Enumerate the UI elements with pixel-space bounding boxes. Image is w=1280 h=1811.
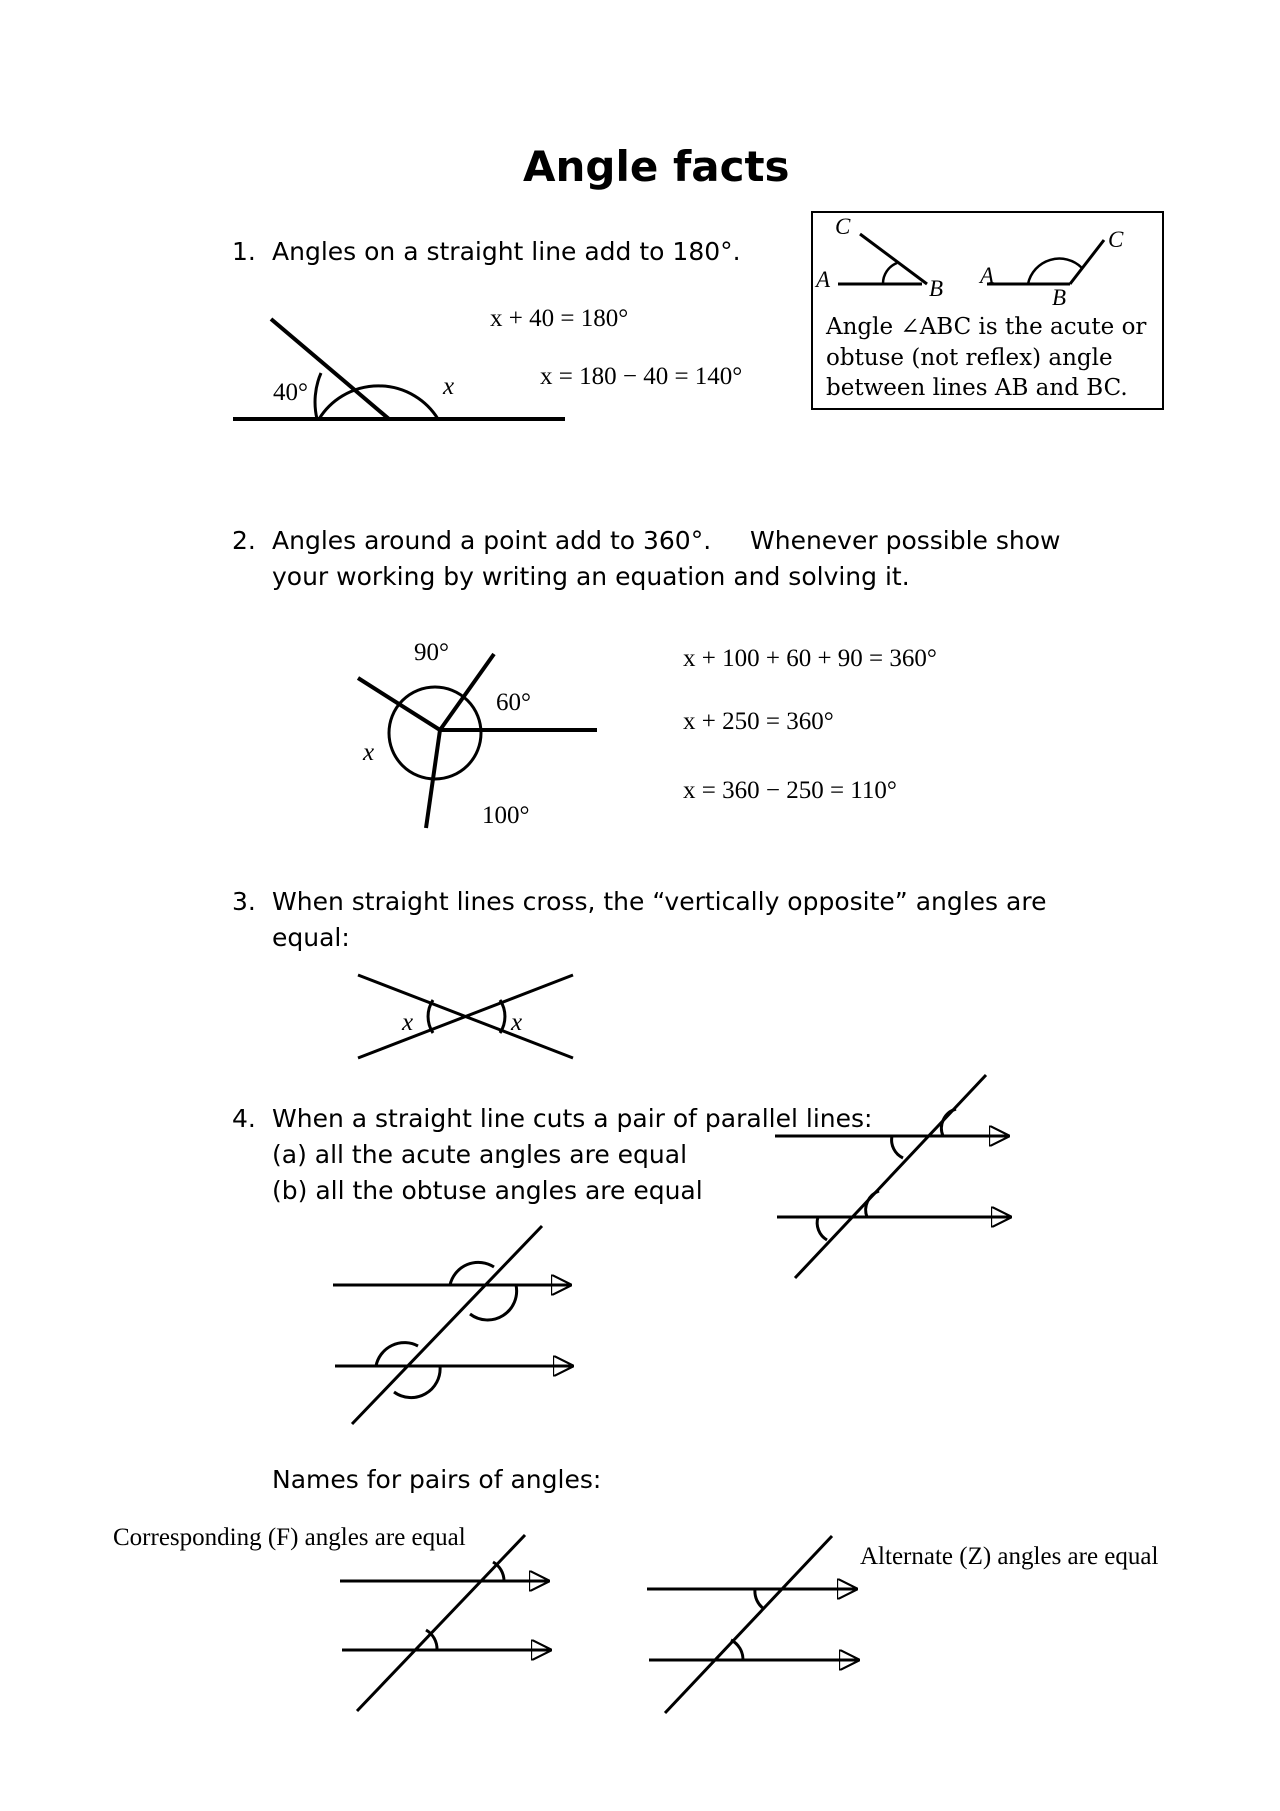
def-right-point-c: C: [1108, 227, 1124, 252]
fact-1-text: Angles on a straight line add to 180°.: [272, 237, 741, 266]
def-left-arc: [883, 263, 897, 284]
fact-3-right-x: x: [511, 1009, 523, 1036]
fact-4-text: When a straight line cuts a pair of parallel lines:: [272, 1104, 873, 1133]
fact-4-number: 4.: [232, 1104, 256, 1133]
def-right-point-a: A: [980, 263, 995, 288]
fact-2-equation-3: x = 360 − 250 = 110°: [683, 777, 897, 804]
def-left-point-c: C: [835, 214, 851, 239]
def-left-point-a: A: [816, 267, 831, 292]
def-left-point-b: B: [929, 276, 944, 301]
fact-4-obtuse-transversal: [352, 1226, 542, 1424]
fact-2-equation-2: x + 250 = 360°: [683, 708, 834, 735]
alternate-diagram: [647, 1536, 858, 1713]
fact-3-arc-right: [500, 1000, 505, 1033]
fact-4-acute-diagram: [775, 1075, 1010, 1278]
corresponding-label: Corresponding (F) angles are equal: [113, 1524, 466, 1551]
fact-2-text-line-2: your working by writing an equation and solving it.: [272, 562, 910, 591]
fact-4-obtuse-arc-2: [470, 1285, 517, 1320]
alternate-arc-1: [755, 1589, 764, 1609]
corresponding-diagram: [340, 1535, 550, 1711]
fact-4-text-a: (a) all the acute angles are equal: [272, 1140, 688, 1169]
fact-1-known-angle: 40°: [273, 379, 308, 406]
fact-2-unknown-label: x: [363, 739, 375, 766]
fact-4-acute-arc-2: [892, 1136, 903, 1158]
def-right-point-b: B: [1052, 285, 1067, 310]
fact-3-left-x: x: [402, 1009, 414, 1036]
fact-2-equation-1: x + 100 + 60 + 90 = 360°: [683, 645, 937, 672]
fact-4-acute-arc-3: [866, 1191, 879, 1217]
alternate-transversal: [665, 1536, 832, 1713]
corresponding-arc-1: [493, 1562, 504, 1581]
fact-3-number: 3.: [232, 887, 256, 916]
fact-1-diagram: [233, 319, 565, 419]
def-text-line-1: Angle ∠ABC is the acute or: [826, 314, 1147, 340]
fact-2-angle-100: 100°: [482, 802, 530, 829]
fact-4-text-b: (b) all the obtuse angles are equal: [272, 1176, 703, 1205]
def-left-line-bc: [860, 234, 927, 284]
fact-3-text-line-2: equal:: [272, 923, 350, 952]
fact-1-unknown-label: x: [443, 373, 455, 400]
fact-4-acute-arc-4: [817, 1217, 827, 1240]
names-heading: Names for pairs of angles:: [272, 1465, 602, 1494]
fact-2-number: 2.: [232, 526, 256, 555]
fact-2-angle-60: 60°: [496, 689, 531, 716]
fact-2-text-extra: Whenever possible show: [750, 526, 1061, 555]
corresponding-arc-2: [426, 1630, 437, 1650]
fact-1-arc-40: [315, 373, 321, 419]
fact-2-ray-up: [440, 654, 494, 730]
fact-3-diagram: [358, 975, 573, 1058]
fact-4-acute-transversal: [795, 1075, 986, 1278]
fact-3-text: When straight lines cross, the “vertically opposite” angles are: [272, 887, 1047, 916]
def-text-line-3: between lines AB and BC.: [826, 375, 1128, 401]
corresponding-transversal: [357, 1535, 525, 1711]
fact-2-angle-90: 90°: [414, 639, 449, 666]
fact-1-equation-1: x + 40 = 180°: [490, 305, 629, 332]
fact-2-text: Angles around a point add to 360°.: [272, 526, 712, 555]
definition-diagrams: [838, 234, 1104, 284]
page-title: Angle facts: [523, 142, 790, 191]
fact-2-diagram: [358, 654, 597, 828]
fact-1-arc-x: [319, 386, 438, 419]
fact-1-equation-2: x = 180 − 40 = 140°: [540, 363, 743, 390]
fact-1-number: 1.: [232, 237, 256, 266]
fact-4-obtuse-diagram: [333, 1226, 572, 1424]
def-text-line-2: obtuse (not reflex) angle: [826, 345, 1113, 371]
fact-4-acute-arc-1: [941, 1109, 956, 1136]
fact-4-obtuse-arc-4: [394, 1366, 440, 1398]
alternate-label: Alternate (Z) angles are equal: [860, 1543, 1159, 1570]
